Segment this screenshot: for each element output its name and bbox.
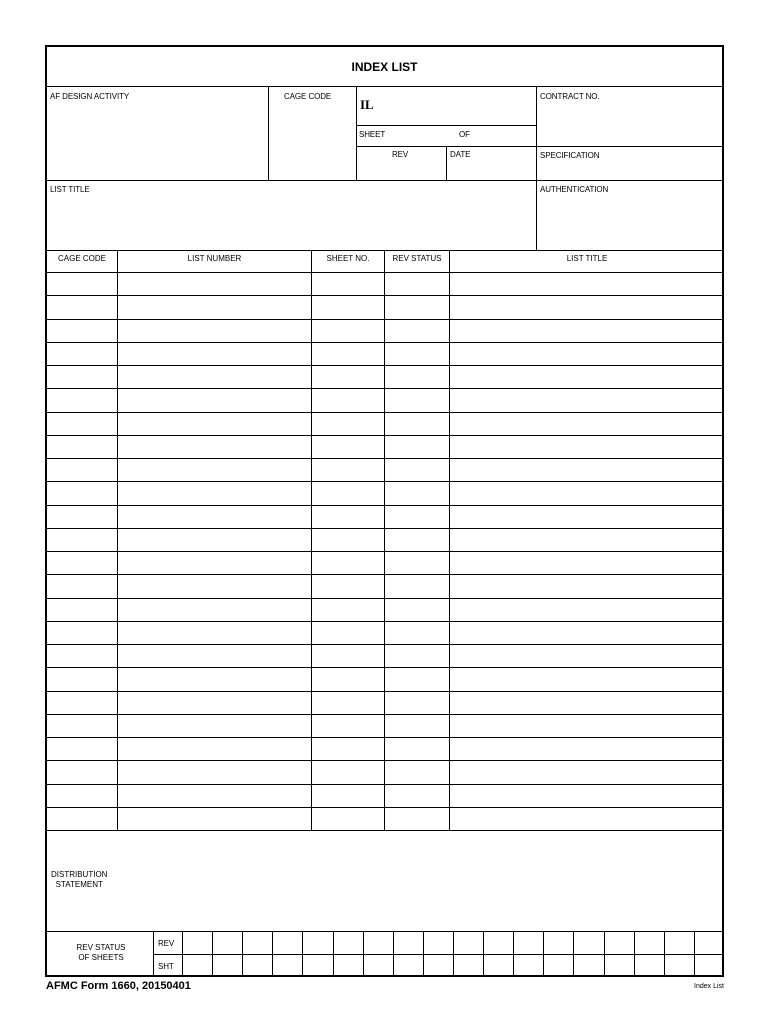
cage-code-cell[interactable]: [47, 785, 117, 808]
sht-status-cell[interactable]: [484, 955, 513, 976]
cage-code-cell[interactable]: [47, 320, 117, 343]
table-row: [47, 366, 722, 389]
cage-code-cell[interactable]: [47, 599, 117, 622]
list-title-cell[interactable]: [450, 738, 724, 761]
of-label: OF: [459, 130, 470, 139]
table-row: [47, 808, 722, 831]
rev-status-cell[interactable]: [273, 932, 302, 953]
rev-status-cell[interactable]: [385, 622, 449, 645]
rev-label: REV: [392, 150, 409, 159]
list-number-cell[interactable]: [118, 692, 311, 715]
list-title-cell[interactable]: [450, 389, 724, 412]
sheet-no-cell[interactable]: [312, 808, 384, 831]
list-number-cell[interactable]: [118, 436, 311, 459]
rev-status-cell[interactable]: [385, 273, 449, 296]
list-number-cell[interactable]: [118, 482, 311, 505]
rev-status-cell[interactable]: [213, 932, 242, 953]
rev-status-cell[interactable]: [183, 932, 212, 953]
list-title-cell[interactable]: [450, 552, 724, 575]
sheet-no-cell[interactable]: [312, 529, 384, 552]
rev-status-cell[interactable]: [385, 575, 449, 598]
divider: [356, 125, 536, 126]
list-number-cell[interactable]: [118, 273, 311, 296]
list-number-cell[interactable]: [118, 296, 311, 319]
sheet-field[interactable]: [387, 127, 457, 145]
cage-code-cell[interactable]: [47, 529, 117, 552]
sht-status-cell[interactable]: [394, 955, 423, 976]
af-design-activity-label: AF DESIGN ACTIVITY: [50, 92, 130, 101]
sheet-no-cell[interactable]: [312, 506, 384, 529]
cage-code-cell[interactable]: [47, 389, 117, 412]
document-name: Index List: [694, 983, 724, 990]
rev-status-line2: OF SHEETS: [78, 953, 124, 962]
specification-label: SPECIFICATION: [540, 151, 600, 160]
list-number-cell[interactable]: [118, 529, 311, 552]
il-prefix: IL: [360, 97, 374, 112]
divider: [47, 830, 722, 831]
list-number-cell[interactable]: [118, 506, 311, 529]
rev-status-cell[interactable]: [385, 436, 449, 459]
list-title-cell[interactable]: [450, 692, 724, 715]
sheet-no-cell[interactable]: [312, 459, 384, 482]
list-title-cell[interactable]: [450, 296, 724, 319]
sheet-no-cell[interactable]: [312, 436, 384, 459]
cage-code-cell[interactable]: [47, 645, 117, 668]
list-title-cell[interactable]: [450, 506, 724, 529]
rev-status-cell[interactable]: [394, 932, 423, 953]
cage-code-cell[interactable]: [47, 343, 117, 366]
table-row: [47, 296, 722, 319]
rev-status-cell[interactable]: [385, 808, 449, 831]
table-row: [47, 506, 722, 529]
sheet-no-cell[interactable]: [312, 366, 384, 389]
rev-status-cell[interactable]: [243, 932, 272, 953]
list-number-field[interactable]: [377, 87, 535, 124]
table-row: [47, 761, 722, 784]
list-title-cell[interactable]: [450, 413, 724, 436]
cage-code-cell[interactable]: [47, 668, 117, 691]
sht-status-cell[interactable]: [635, 955, 664, 976]
cage-code-cell[interactable]: [47, 692, 117, 715]
table-row: [47, 622, 722, 645]
list-number-cell[interactable]: [118, 808, 311, 831]
distribution-label-line1: DISTRIBUTION: [51, 870, 108, 879]
list-title-cell[interactable]: [450, 529, 724, 552]
sht-status-cell[interactable]: [424, 955, 453, 976]
af-design-activity-field[interactable]: [48, 102, 267, 179]
list-title-cell[interactable]: [450, 599, 724, 622]
form-identifier: AFMC Form 1660, 20150401: [46, 980, 191, 992]
sht-status-cell[interactable]: [334, 955, 363, 976]
list-number-cell[interactable]: [118, 366, 311, 389]
table-row: [47, 413, 722, 436]
sheet-no-cell[interactable]: [312, 785, 384, 808]
cage-code-cell[interactable]: [47, 366, 117, 389]
rev-status-cell[interactable]: [385, 715, 449, 738]
sheet-no-cell[interactable]: [312, 761, 384, 784]
rev-status-cell[interactable]: [605, 932, 634, 953]
cage-code-cell[interactable]: [47, 482, 117, 505]
sht-status-cell[interactable]: [544, 955, 573, 976]
sht-status-cell[interactable]: [514, 955, 543, 976]
list-title-cell[interactable]: [450, 366, 724, 389]
sht-status-cell[interactable]: [364, 955, 393, 976]
list-title-cell[interactable]: [450, 482, 724, 505]
cage-code-cell[interactable]: [47, 808, 117, 831]
rev-status-cell[interactable]: [385, 599, 449, 622]
table-row: [47, 343, 722, 366]
list-number-cell[interactable]: [118, 785, 311, 808]
list-number-cell[interactable]: [118, 459, 311, 482]
rev-status-cell[interactable]: [385, 413, 449, 436]
distribution-statement-field[interactable]: [127, 832, 722, 929]
sht-row-label: SHT: [158, 962, 174, 971]
table-row: [47, 692, 722, 715]
list-title-cell[interactable]: [450, 436, 724, 459]
col-header-sheet-no: SHEET NO.: [326, 254, 370, 263]
rev-status-cell[interactable]: [695, 932, 724, 953]
sheet-no-cell[interactable]: [312, 296, 384, 319]
table-row: [47, 738, 722, 761]
sheet-no-cell[interactable]: [312, 668, 384, 691]
rev-status-cell[interactable]: [385, 389, 449, 412]
cage-code-cell[interactable]: [47, 436, 117, 459]
rev-status-cell[interactable]: [514, 932, 543, 953]
table-row: [47, 575, 722, 598]
list-number-cell[interactable]: [118, 320, 311, 343]
sht-status-cell[interactable]: [303, 955, 332, 976]
list-number-cell[interactable]: [118, 738, 311, 761]
cage-code-cell[interactable]: [47, 273, 117, 296]
sht-status-cell[interactable]: [454, 955, 483, 976]
list-title-cell[interactable]: [450, 808, 724, 831]
sheet-no-cell[interactable]: [312, 343, 384, 366]
cage-code-cell[interactable]: [47, 296, 117, 319]
distribution-statement-label: [51, 870, 107, 890]
cage-code-cell[interactable]: [47, 738, 117, 761]
rev-status-cell[interactable]: [665, 932, 694, 953]
list-title-cell[interactable]: [450, 668, 724, 691]
sheet-no-cell[interactable]: [312, 575, 384, 598]
cage-code-cell[interactable]: [47, 575, 117, 598]
list-number-cell[interactable]: [118, 343, 311, 366]
table-row: [47, 273, 722, 296]
table-row: [47, 436, 722, 459]
divider: [47, 180, 722, 181]
table-row: [47, 715, 722, 738]
sheet-no-cell[interactable]: [312, 692, 384, 715]
sheet-no-cell[interactable]: [312, 320, 384, 343]
sht-status-cell[interactable]: [213, 955, 242, 976]
rev-status-cell[interactable]: [334, 932, 363, 953]
list-number-cell[interactable]: [118, 575, 311, 598]
rev-status-cell[interactable]: [574, 932, 603, 953]
rev-status-cell[interactable]: [484, 932, 513, 953]
sht-status-cell[interactable]: [605, 955, 634, 976]
sht-status-cell[interactable]: [243, 955, 272, 976]
rev-status-cell[interactable]: [385, 343, 449, 366]
list-number-cell[interactable]: [118, 413, 311, 436]
table-row: [47, 599, 722, 622]
sheet-of-field[interactable]: [472, 127, 535, 145]
list-number-cell[interactable]: [118, 715, 311, 738]
cage-code-label: CAGE CODE: [284, 92, 332, 101]
list-title-cell[interactable]: [450, 761, 724, 784]
sht-status-cell[interactable]: [183, 955, 212, 976]
rev-status-cell[interactable]: [385, 529, 449, 552]
sht-status-cell[interactable]: [695, 955, 724, 976]
sheet-no-cell[interactable]: [312, 482, 384, 505]
list-title-cell[interactable]: [450, 715, 724, 738]
rev-status-cell[interactable]: [385, 761, 449, 784]
rev-field[interactable]: [357, 160, 445, 179]
list-title-cell[interactable]: [450, 343, 724, 366]
list-title-cell[interactable]: [450, 575, 724, 598]
rev-status-cell[interactable]: [385, 506, 449, 529]
table-row: [47, 645, 722, 668]
col-header-cage-code: CAGE CODE: [57, 254, 106, 263]
list-title-cell[interactable]: [450, 785, 724, 808]
list-title-cell[interactable]: [450, 273, 724, 296]
list-title-field[interactable]: [48, 195, 535, 249]
sheet-no-cell[interactable]: [312, 622, 384, 645]
list-title-label: LIST TITLE: [50, 185, 90, 194]
cage-code-field[interactable]: [269, 102, 355, 179]
cage-code-cell[interactable]: [47, 413, 117, 436]
rev-status-of-sheets-label: [51, 943, 151, 963]
sht-status-cell[interactable]: [665, 955, 694, 976]
rev-status-cell[interactable]: [385, 320, 449, 343]
rev-status-cell[interactable]: [385, 552, 449, 575]
sheet-no-cell[interactable]: [312, 715, 384, 738]
rev-status-cell[interactable]: [385, 668, 449, 691]
table-row: [47, 482, 722, 505]
rev-status-cell[interactable]: [385, 296, 449, 319]
sheet-no-cell[interactable]: [312, 599, 384, 622]
col-header-rev-status: REV STATUS: [392, 254, 442, 263]
authentication-label: AUTHENTICATION: [540, 185, 609, 194]
sheet-no-cell[interactable]: [312, 413, 384, 436]
rev-status-cell[interactable]: [424, 932, 453, 953]
sheet-no-cell[interactable]: [312, 645, 384, 668]
list-title-cell[interactable]: [450, 622, 724, 645]
sht-status-cell[interactable]: [574, 955, 603, 976]
table-row: [47, 668, 722, 691]
divider: [356, 146, 724, 147]
rev-status-line1: REV STATUS: [76, 943, 126, 952]
sheet-no-cell[interactable]: [312, 552, 384, 575]
rev-status-cell[interactable]: [544, 932, 573, 953]
cage-code-cell[interactable]: [47, 459, 117, 482]
table-row: [47, 320, 722, 343]
col-header-list-number: LIST NUMBER: [187, 254, 242, 263]
table-row: [47, 552, 722, 575]
rev-status-cell[interactable]: [364, 932, 393, 953]
cage-code-cell[interactable]: [47, 715, 117, 738]
table-row: [47, 785, 722, 808]
table-row: [47, 389, 722, 412]
cage-code-cell[interactable]: [47, 622, 117, 645]
sheet-no-cell[interactable]: [312, 273, 384, 296]
table-row: [47, 459, 722, 482]
contract-no-field[interactable]: [537, 102, 724, 145]
distribution-label-line2: STATEMENT: [55, 880, 103, 889]
date-label: DATE: [450, 150, 471, 159]
form-title: INDEX LIST: [351, 60, 418, 74]
list-number-cell[interactable]: [118, 552, 311, 575]
table-row: [47, 529, 722, 552]
rev-status-cell[interactable]: [385, 738, 449, 761]
rev-status-cell[interactable]: [385, 692, 449, 715]
specification-field[interactable]: [537, 161, 724, 179]
list-number-cell[interactable]: [118, 645, 311, 668]
sheet-no-cell[interactable]: [312, 738, 384, 761]
list-title-cell[interactable]: [450, 459, 724, 482]
rev-status-cell[interactable]: [454, 932, 483, 953]
list-number-cell[interactable]: [118, 761, 311, 784]
list-number-cell[interactable]: [118, 622, 311, 645]
cage-code-cell[interactable]: [47, 552, 117, 575]
index-list-form: [45, 45, 724, 977]
rev-status-cell[interactable]: [385, 366, 449, 389]
cage-code-cell[interactable]: [47, 761, 117, 784]
rev-status-cell[interactable]: [303, 932, 332, 953]
authentication-field[interactable]: [537, 195, 724, 249]
list-number-cell[interactable]: [118, 389, 311, 412]
rev-status-cell[interactable]: [635, 932, 664, 953]
list-title-cell[interactable]: [450, 645, 724, 668]
col-header-list-title: LIST TITLE: [566, 254, 608, 263]
rev-status-cell[interactable]: [385, 482, 449, 505]
sheet-no-cell[interactable]: [312, 389, 384, 412]
cage-code-cell[interactable]: [47, 506, 117, 529]
rev-status-cell[interactable]: [385, 459, 449, 482]
rev-status-cell[interactable]: [385, 785, 449, 808]
list-number-cell[interactable]: [118, 668, 311, 691]
sheet-label: SHEET: [359, 130, 386, 139]
list-number-cell[interactable]: [118, 599, 311, 622]
date-field[interactable]: [447, 160, 535, 179]
contract-no-label: CONTRACT NO.: [540, 92, 600, 101]
sht-status-cell[interactable]: [273, 955, 302, 976]
list-title-cell[interactable]: [450, 320, 724, 343]
rev-status-cell[interactable]: [385, 645, 449, 668]
rev-row-label: REV: [158, 939, 175, 948]
